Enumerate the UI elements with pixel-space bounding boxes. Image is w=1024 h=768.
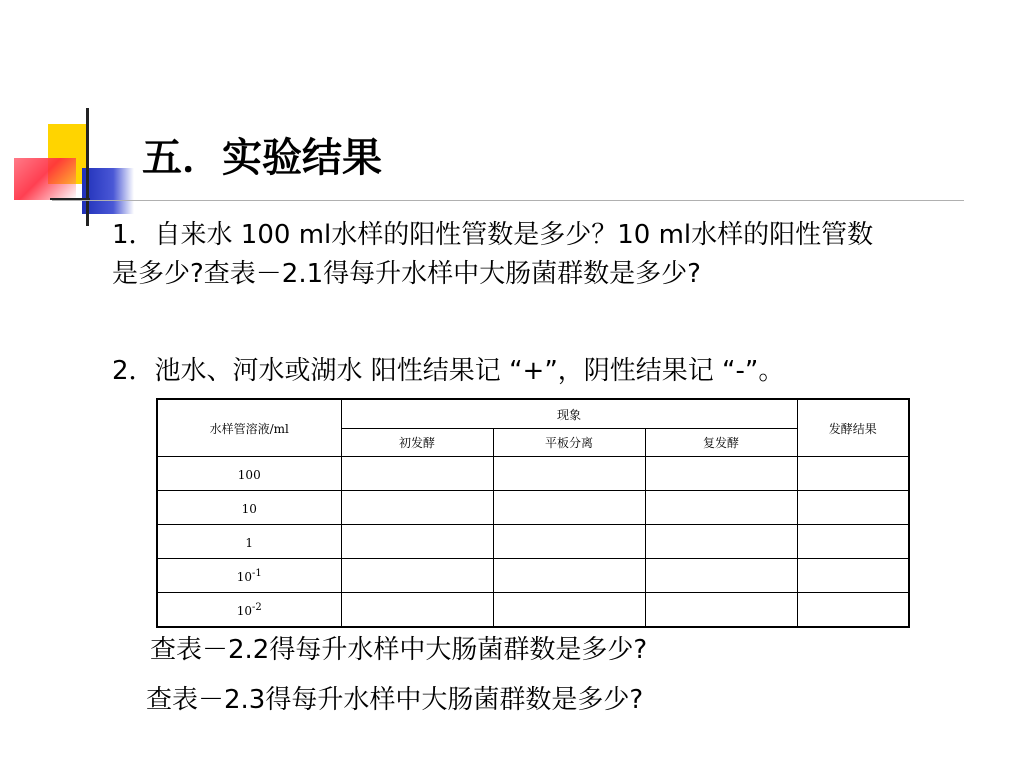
lookup-question-1: 查表－2.2得每升水样中大肠菌群数是多少? <box>150 635 648 665</box>
cell-result <box>797 559 909 593</box>
subheader-plate-separation: 平板分离 <box>493 429 645 457</box>
cell-re <box>645 457 797 491</box>
cell-result <box>797 593 909 628</box>
table-row <box>157 525 909 559</box>
question-2: 2．池水、河水或湖水 阳性结果记 “+”，阴性结果记 “-”。 <box>112 356 785 386</box>
decor-blue-square <box>82 168 134 214</box>
cell-initial <box>341 559 493 593</box>
row-volume: 10 <box>157 491 341 525</box>
question-1: 1．自来水 100 ml水样的阳性管数是多少？10 ml水样的阳性管数是多少?查表－2.1得每升水样中大肠菌群数是多少? <box>112 220 874 289</box>
cell-plate <box>493 559 645 593</box>
lookup-question-2: 查表－2.3得每升水样中大肠菌群数是多少? <box>146 685 644 715</box>
cell-initial <box>341 457 493 491</box>
header-sample: 水样管溶液/ml <box>157 399 341 457</box>
header-result: 发酵结果 <box>797 399 909 457</box>
decor-red-square <box>14 158 76 200</box>
cell-plate <box>493 457 645 491</box>
cell-initial <box>341 491 493 525</box>
cell-re <box>645 593 797 628</box>
results-table <box>156 398 910 628</box>
table-header-row <box>157 399 909 429</box>
cell-plate <box>493 525 645 559</box>
slide-title: 五．实验结果 <box>142 134 382 181</box>
cell-result <box>797 457 909 491</box>
header-phenomenon: 现象 <box>341 399 797 429</box>
subheader-initial-fermentation: 初发酵 <box>341 429 493 457</box>
table-row <box>157 457 909 491</box>
cell-initial <box>341 593 493 628</box>
title-underline <box>52 200 964 201</box>
table-row <box>157 491 909 525</box>
cell-re <box>645 559 797 593</box>
row-volume: 100 <box>157 457 341 491</box>
cell-re <box>645 491 797 525</box>
decor-vertical-line <box>86 108 89 226</box>
cell-re <box>645 525 797 559</box>
cell-plate <box>493 491 645 525</box>
row-volume: $10^{-1}$ <box>157 559 341 593</box>
row-volume: $10^{-2}$ <box>157 593 341 628</box>
cell-plate <box>493 593 645 628</box>
cell-initial <box>341 525 493 559</box>
cell-result <box>797 525 909 559</box>
table-row <box>157 559 909 593</box>
table-row <box>157 593 909 628</box>
cell-result <box>797 491 909 525</box>
row-volume: 1 <box>157 525 341 559</box>
subheader-re-fermentation: 复发酵 <box>645 429 797 457</box>
